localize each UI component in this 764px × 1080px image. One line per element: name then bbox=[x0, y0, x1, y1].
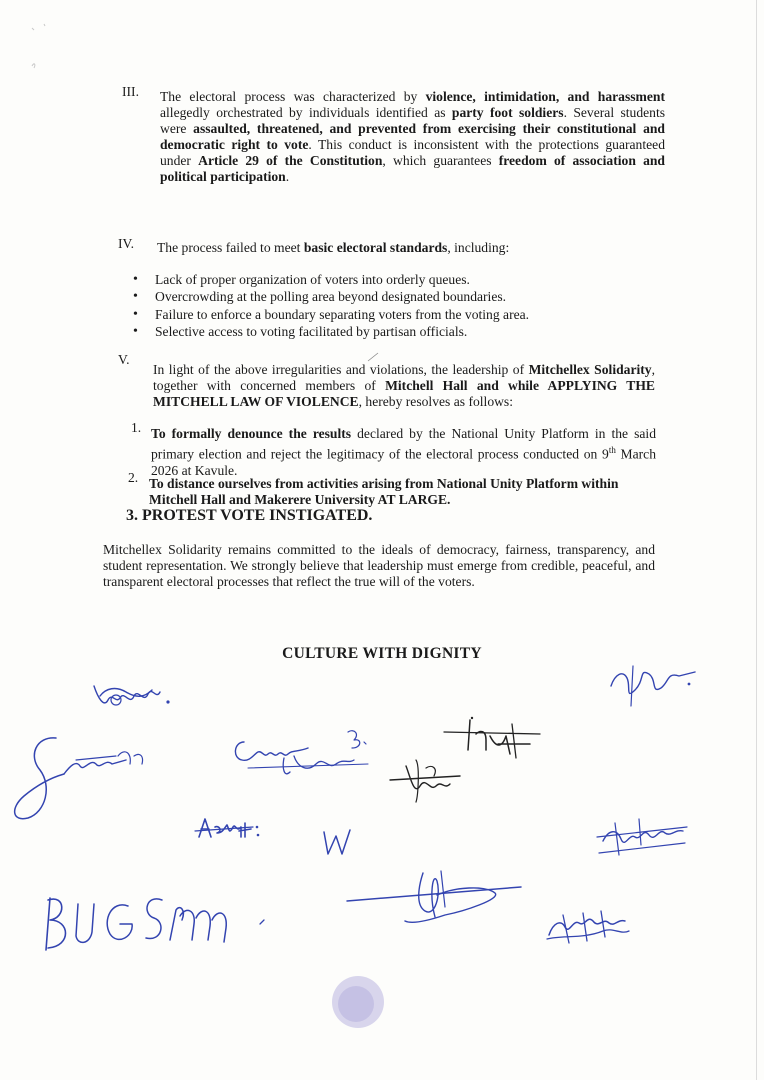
resolution-3-protest: 3. PROTEST VOTE INSTIGATED. bbox=[126, 507, 373, 524]
signature-10 bbox=[36, 880, 266, 965]
text-run: Article 29 of the Constitution bbox=[198, 153, 383, 168]
section-v-paragraph bbox=[153, 362, 655, 410]
signature-11 bbox=[345, 865, 525, 940]
signature-2 bbox=[605, 660, 705, 715]
text-run: Mitchellex Solidarity bbox=[528, 362, 652, 377]
motto-heading: CULTURE WITH DIGNITY bbox=[282, 645, 482, 662]
text-run: assaulted, threatened, and prevented from exercising their constitutional and democratic right to vote bbox=[160, 121, 665, 152]
text-run: , together with concerned members of bbox=[153, 362, 655, 393]
section-iv-intro bbox=[157, 240, 577, 256]
stray-mark bbox=[366, 350, 380, 368]
signature-12 bbox=[543, 905, 633, 955]
text-run: , which guarantees bbox=[382, 153, 499, 168]
resolution-2-text bbox=[149, 476, 659, 508]
signature-6 bbox=[386, 756, 466, 811]
bullet-item: • Selective access to voting facilitated by partisan officials. bbox=[133, 323, 553, 340]
text-run: party foot soldiers bbox=[451, 105, 564, 120]
text-run: . bbox=[285, 169, 290, 184]
text-run: The electoral process was characterized by bbox=[160, 89, 426, 104]
text-run: In light of the above irregularities and violations, the leadership of bbox=[153, 362, 529, 377]
text-run: th bbox=[608, 445, 616, 455]
signature-4 bbox=[228, 728, 368, 788]
text-run: Mitchell Hall and while APPLYING THE MITCHELL LAW OF VIOLENCE bbox=[153, 378, 655, 409]
section-iv-bullet-list bbox=[133, 271, 553, 340]
text-run: basic electoral standards bbox=[303, 240, 448, 255]
closing-paragraph: Mitchellex Solidarity remains committed to the ideals of democracy, fairness, transparency, and student representation. We strongly believe that leadership must emerge from credible, peaceful, and transparent electoral processes that reflect the true will of the voters. bbox=[103, 542, 655, 589]
bullet-item: • Overcrowding at the polling area beyond designated boundaries. bbox=[133, 288, 553, 305]
text-run: freedom of association and political participation bbox=[160, 153, 665, 184]
section-iv-numeral: IV. bbox=[118, 236, 134, 251]
text-run: , including: bbox=[447, 240, 510, 255]
text-run: allegedly orchestrated by individuals identified as bbox=[160, 105, 452, 120]
section-iii-numeral: III. bbox=[122, 84, 139, 99]
signature-7 bbox=[195, 815, 265, 850]
text-run: , hereby resolves as follows: bbox=[358, 394, 513, 409]
resolution-1-text bbox=[151, 426, 656, 479]
text-run: . This conduct is inconsistent with the protections guaranteed under bbox=[160, 137, 665, 168]
signature-1 bbox=[86, 678, 176, 723]
stray-mark bbox=[30, 20, 50, 85]
text-run: The process failed to meet bbox=[157, 240, 304, 255]
text-run: March 2026 at Kavule. bbox=[151, 446, 656, 478]
section-v-numeral: V. bbox=[118, 352, 130, 367]
text-run: . Several students were bbox=[160, 105, 666, 136]
bullet-item: • Lack of proper organization of voters into orderly queues. bbox=[133, 271, 553, 288]
resolution-1-number: 1. bbox=[131, 420, 142, 435]
text-run: To formally denounce the results bbox=[151, 426, 352, 441]
stamp-smudge bbox=[328, 972, 388, 1037]
text-run: violence, intimidation, and harassment bbox=[425, 89, 665, 104]
text-run: To distance ourselves from activities arising from National Unity Platform within Mitchell Hall and Makerere University AT LARGE. bbox=[149, 476, 619, 507]
page-edge bbox=[756, 0, 757, 1080]
signature-8 bbox=[320, 826, 360, 867]
signature-9 bbox=[595, 815, 695, 865]
text-run: declared by the National Unity Platform in the said primary election and reject the legitimacy of the electoral process conducted on 9 bbox=[151, 426, 657, 462]
signature-3 bbox=[6, 730, 156, 835]
resolution-2-number: 2. bbox=[128, 470, 139, 485]
bullet-item: • Failure to enforce a boundary separating voters from the voting area. bbox=[133, 306, 553, 323]
section-iii-paragraph bbox=[160, 89, 665, 185]
